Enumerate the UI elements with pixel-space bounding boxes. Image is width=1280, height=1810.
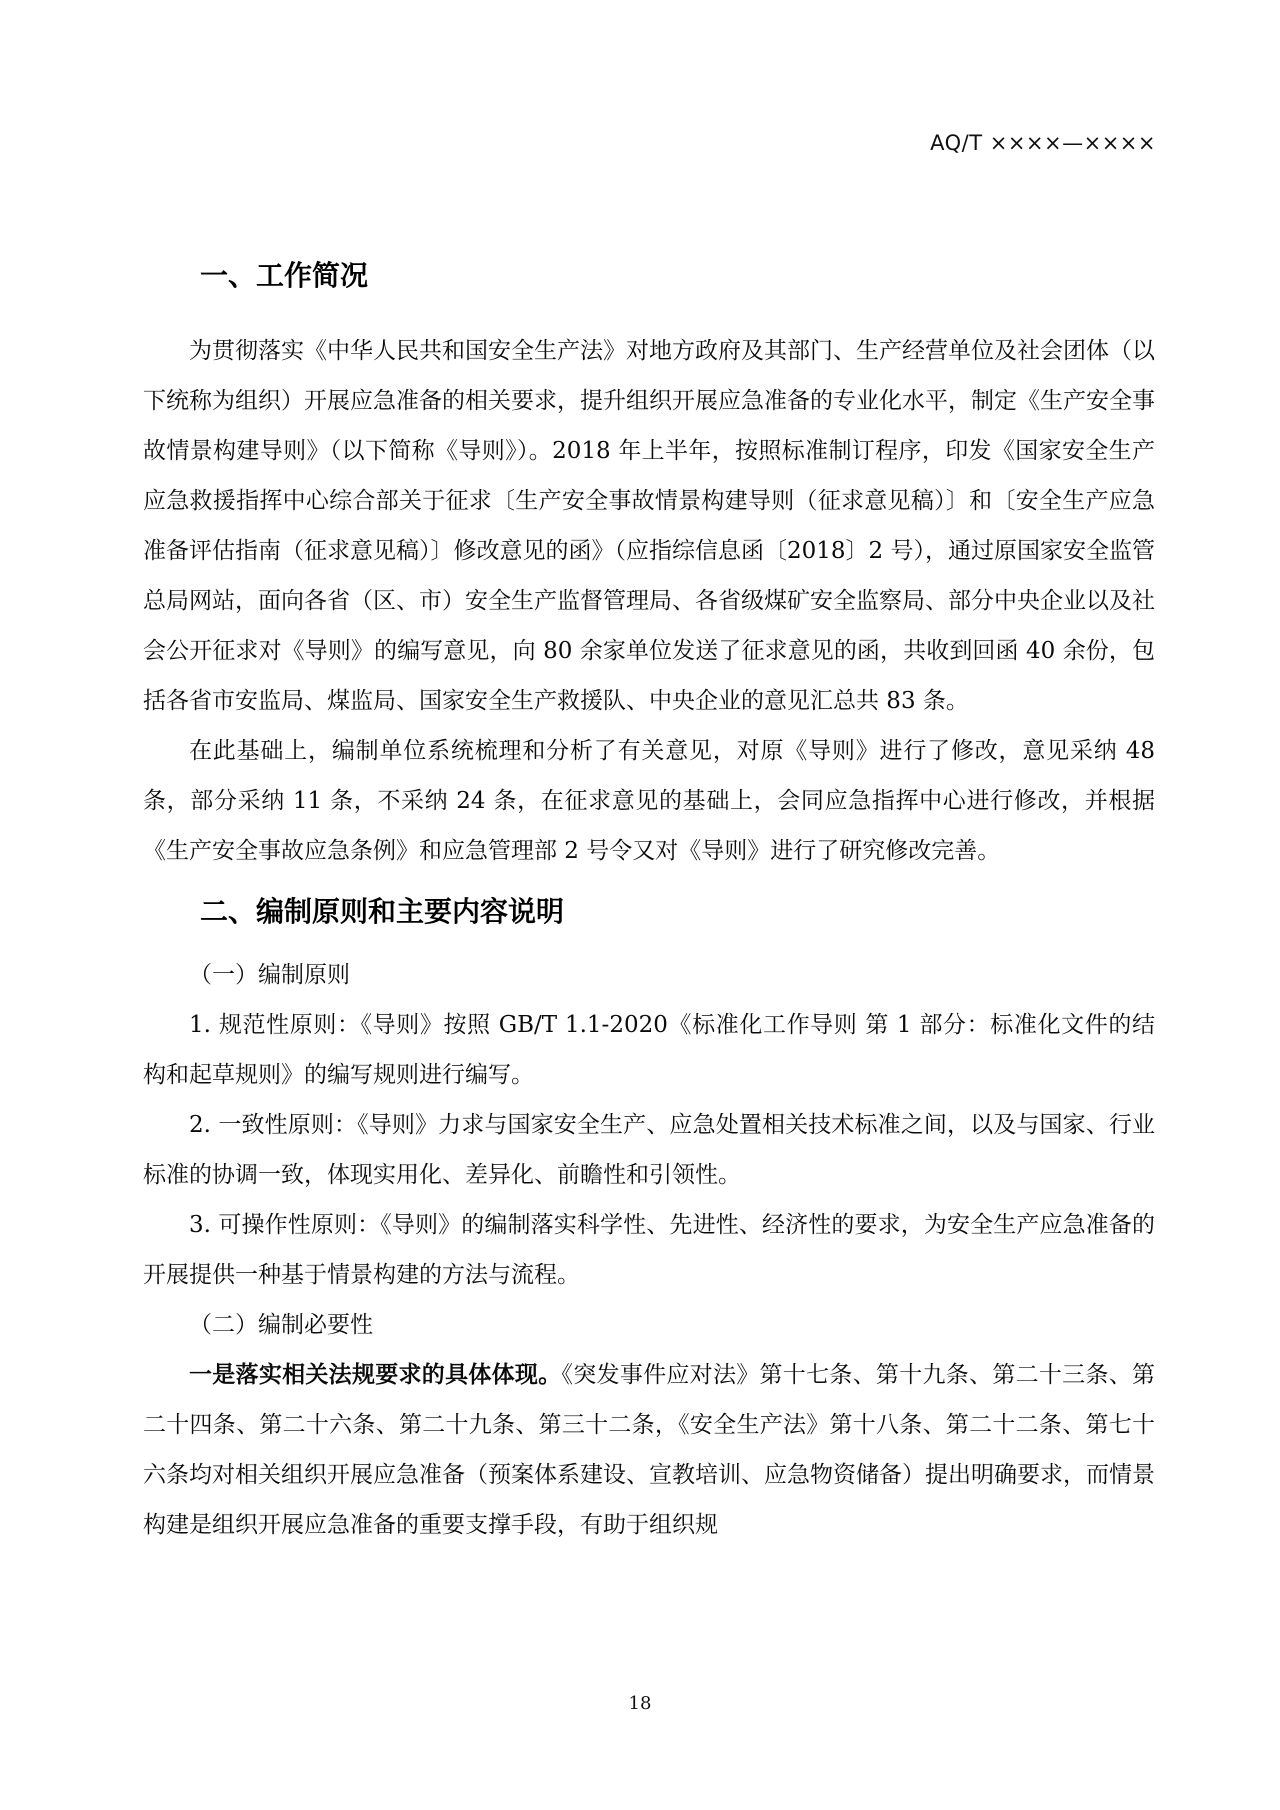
paragraph-work-overview-2: 在此基础上，编制单位系统梳理和分析了有关意见，对原《导则》进行了修改，意见采纳 48 条，部分采纳 11 条，不采纳 24 条，在征求意见的基础上，会同应急指挥中心进行修改，并根据《生产安全事故应急条例》和应急管理部 2 号令又对《导则》进行了研究修改完善。 — [143, 738, 1155, 864]
paragraph-necessity-1 — [143, 1350, 1155, 1550]
paragraph-necessity-lead: 一是落实相关法规要求的具体体现。 — [189, 1361, 562, 1388]
section-heading-2: 二、编制原则和主要内容说明 — [200, 895, 565, 928]
page-number: 18 — [628, 1693, 652, 1714]
document-body — [143, 230, 1155, 1550]
subsection-heading-necessity: （二）编制必要性 — [189, 1312, 373, 1338]
standard-number-header: AQ/T ××××—×××× — [930, 131, 1156, 155]
paragraph-principle-3: 3. 可操作性原则：《导则》的编制落实科学性、先进性、经济性的要求，为安全生产应急准备的开展提供一种基于情景构建的方法与流程。 — [143, 1212, 1155, 1288]
paragraph-principle-2: 2. 一致性原则：《导则》力求与国家安全生产、应急处置相关技术标准之间，以及与国家、行业标准的协调一致，体现实用化、差异化、前瞻性和引领性。 — [143, 1112, 1155, 1188]
paragraph-principle-1: 1. 规范性原则：《导则》按照 GB/T 1.1-2020《标准化工作导则 第 1 部分：标准化文件的结构和起草规则》的编写规则进行编写。 — [143, 1012, 1155, 1088]
section-heading-1: 一、工作简况 — [200, 259, 369, 292]
paragraph-necessity-rest: 《突发事件应对法》第十七条、第十九条、第二十三条、第二十四条、第二十六条、第二十九条、第三十二条，《安全生产法》第十八条、第二十二条、第七十六条均对相关组织开展应急准备（预案体系建设、宣教培训、应急物资储备）提出明确要求，而情景构建是组织开展应急准备的重要支撑手段，有助于组织规 — [143, 1362, 1156, 1538]
paragraph-work-overview-1: 为贯彻落实《中华人民共和国安全生产法》对地方政府及其部门、生产经营单位及社会团体（以下统称为组织）开展应急准备的相关要求，提升组织开展应急准备的专业化水平，制定《生产安全事故情景构建导则》（以下简称《导则》）。2018 年上半年，按照标准制订程序，印发《国家安全生产应急救援指挥中心综合部关于征求〔生产安全事故情景构建导则（征求意见稿）〕和〔安全生产应急准备评估指南（征求意见稿）〕修改意见的函》（应指综信息函〔2018〕2 号），通过原国家安全监管总局网站，面向各省（区、市）安全生产监督管理局、各省级煤矿安全监察局、部分中央企业以及社会公开征求对《导则》的编写意见，向 80 余家单位发送了征求意见的函，共收到回函 40 余份，包括各省市安监局、煤监局、国家安全生产救援队、中央企业的意见汇总共 83 条。 — [143, 338, 1155, 714]
subsection-heading-principles: （一）编制原则 — [189, 962, 350, 988]
